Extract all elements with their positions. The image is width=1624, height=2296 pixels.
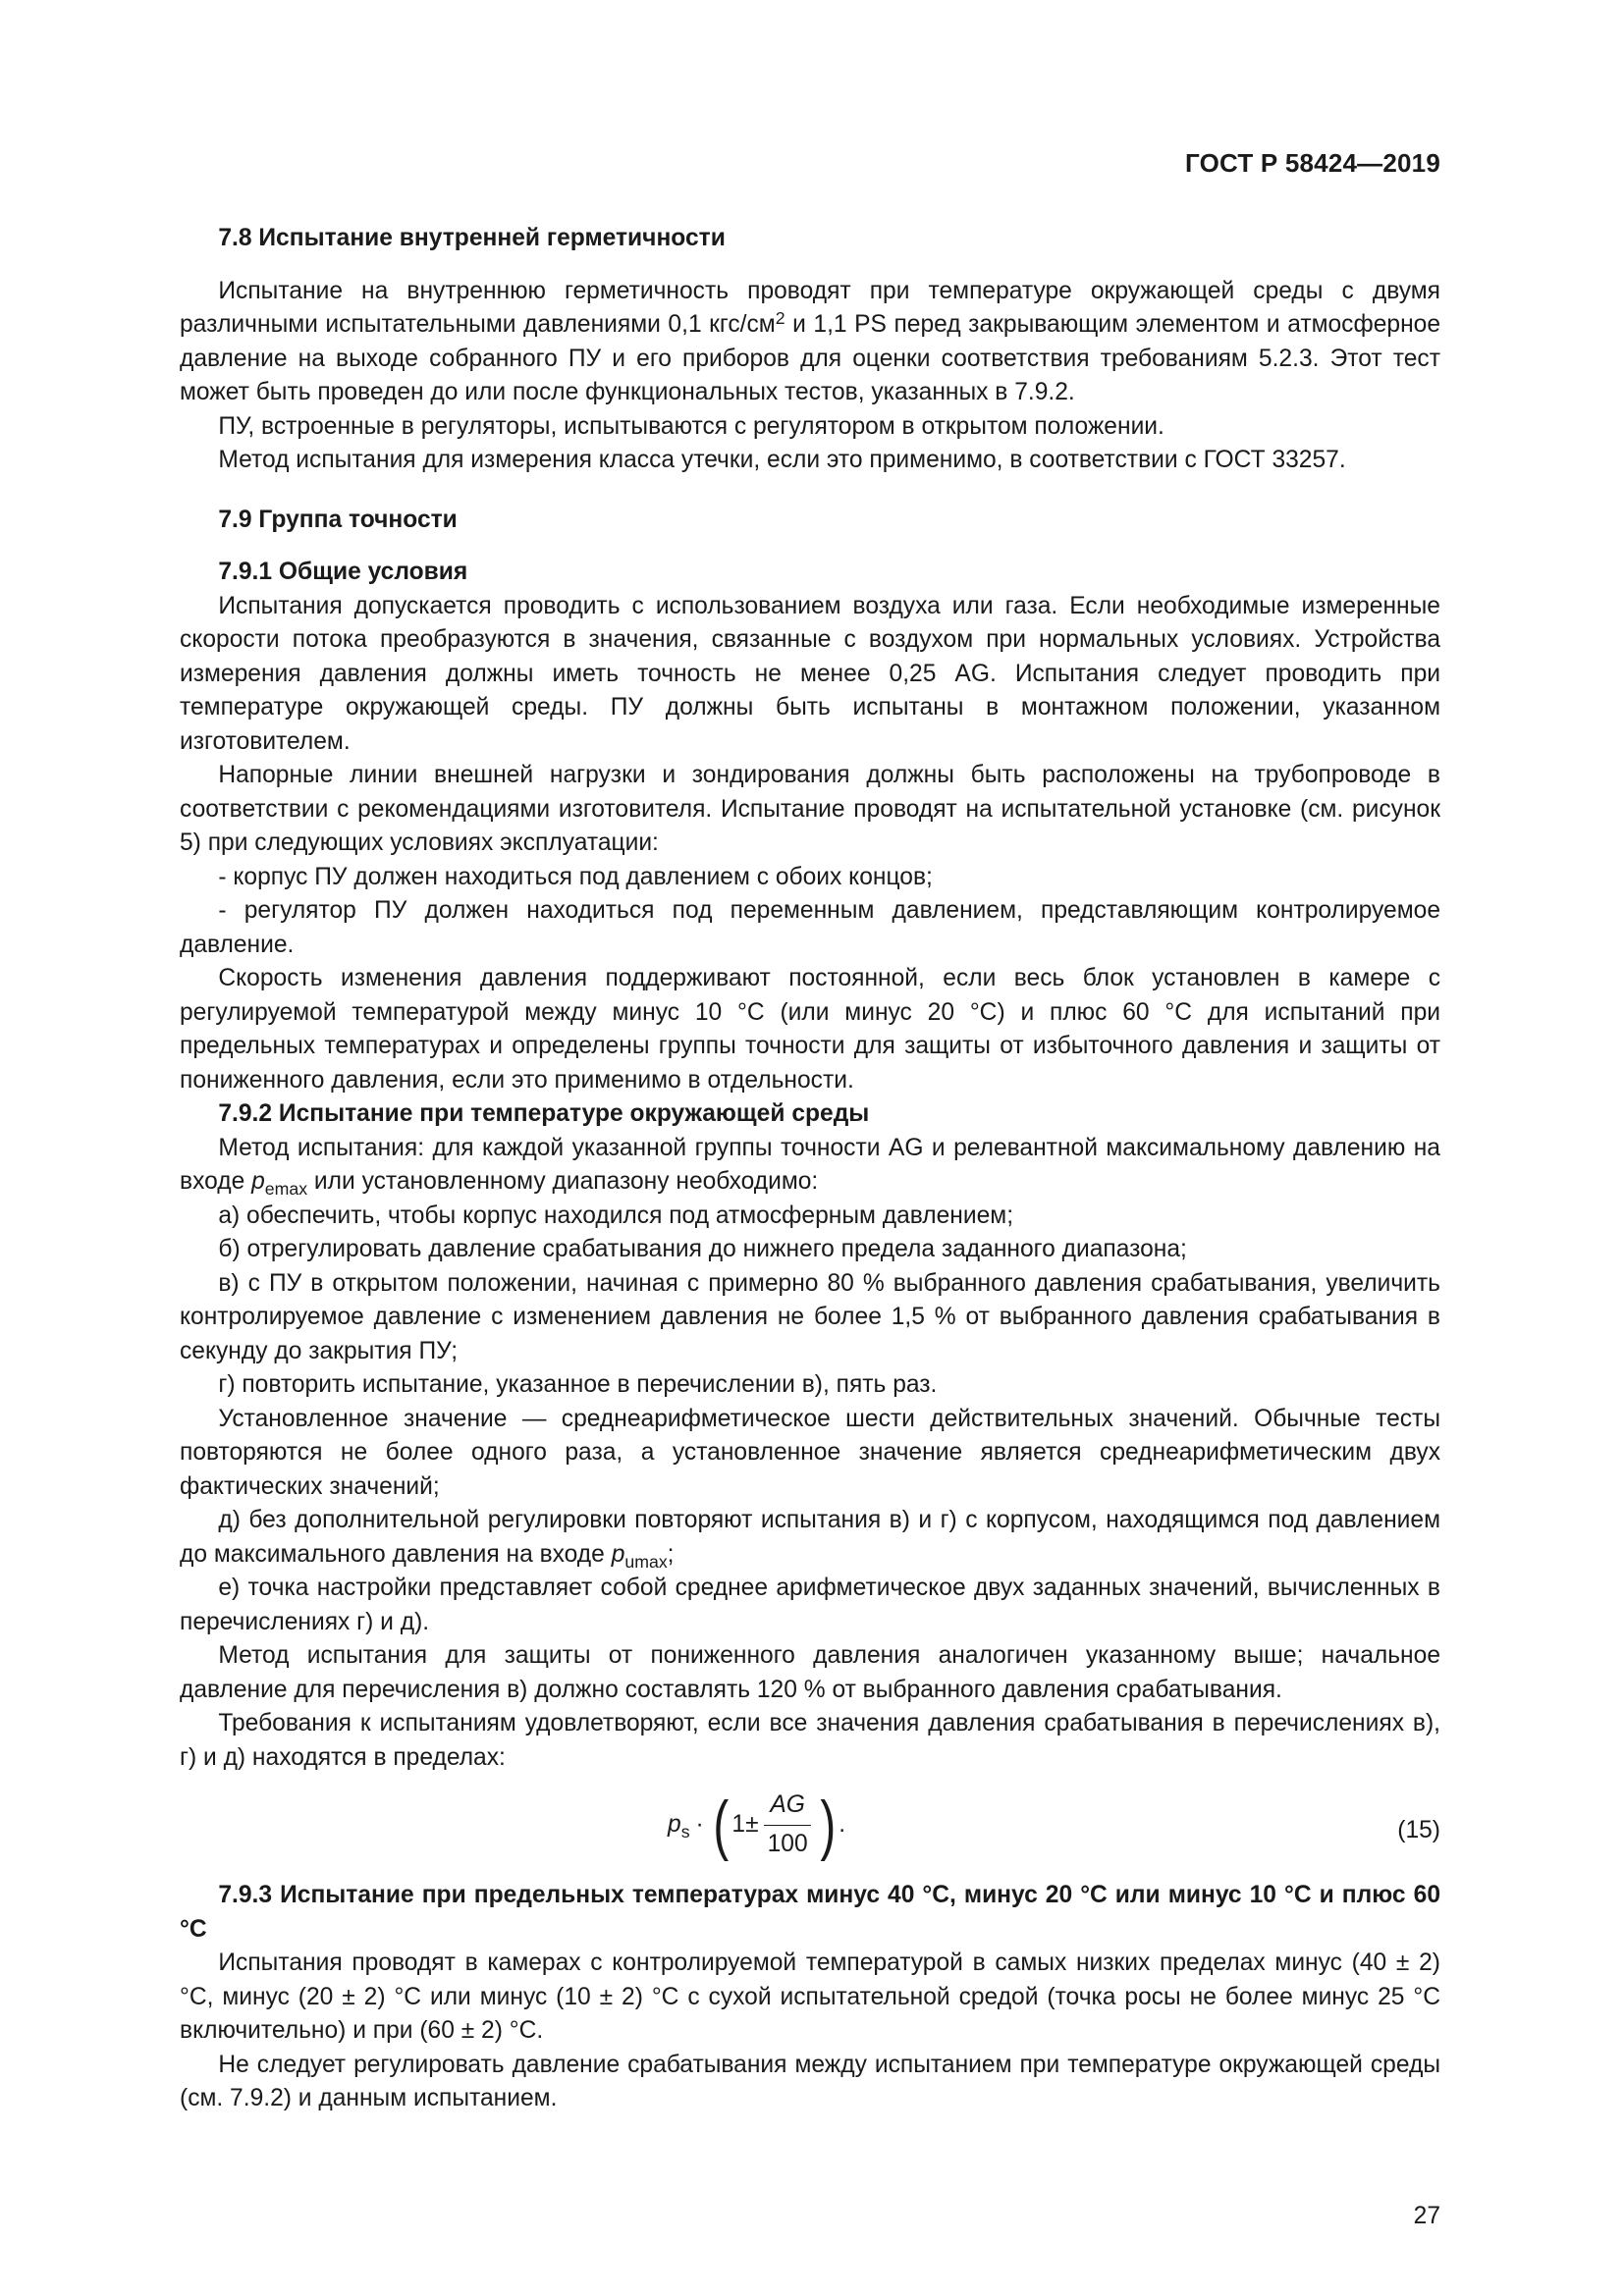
section-7-8-title: 7.8 Испытание внутренней герметичности xyxy=(218,225,726,251)
section-7-9-1-title: 7.9.1 Общие условия xyxy=(218,559,468,585)
section-7-9-2-paragraph-3: Метод испытания для защиты от пониженного давления аналогичен указанному выше; начальное давление для перечисления в) должно составлять 120 % от выбранного давления срабатывания. xyxy=(180,1642,1440,1703)
section-7-9-2-paragraph-1: Метод испытания: для каждой указанной группы точности AG и релевантной максимальному давлению на входе $p_{emax}$ или установленному диапазону необходимо: xyxy=(180,1134,1440,1200)
section-7-9-2-item-c: в) с ПУ в открытом положении, начиная с примерно 80 % выбранного давления срабатывания, увеличить контролируемое давление с изменением давления не более 1,5 % от выбранного давления срабатывания в секунду до закрытия ПУ; xyxy=(180,1269,1440,1364)
section-7-9-2-item-a: а) обеспечить, чтобы корпус находился под атмосферным давлением; xyxy=(218,1201,1014,1229)
section-7-9-1-paragraph-2: Напорные линии внешней нагрузки и зондирования должны быть расположены на трубопроводе в соответствии с рекомендациями изготовителя. Испытание проводят на испытательной установке (см. рисунок 5) при следующих условиях эксплуатации: xyxy=(180,762,1440,856)
section-7-8-paragraph-3: Метод испытания для измерения класса утечки, если это применимо, в соответствии с ГОСТ 33257. xyxy=(218,447,1346,473)
document-body xyxy=(180,222,1440,2116)
formula-numerator: AG xyxy=(764,1789,811,1826)
formula-expression xyxy=(668,1789,845,1861)
formula-denominator: 100 xyxy=(767,1830,808,1857)
section-7-9-1-list-item-2: - регулятор ПУ должен находиться под переменным давлением, представляющим контролируемое давление. xyxy=(180,897,1440,958)
section-7-9-3-title: 7.9.3 Испытание при предельных температурах минус 40 °С, минус 20 °С или минус 10 °С и плюс 60 °С xyxy=(180,1882,1440,1943)
section-7-9-2-title: 7.9.2 Испытание при температуре окружающей среды xyxy=(218,1100,870,1127)
section-7-9-2-paragraph-4: Требования к испытаниям удовлетворяют, если все значения давления срабатывания в перечислениях в), г) и д) находятся в пределах: xyxy=(180,1710,1440,1771)
section-7-9-1-list-item-1: - корпус ПУ должен находиться под давлением с обоих концов; xyxy=(218,863,933,890)
section-7-9-2-item-b: б) отрегулировать давление срабатывания до нижнего предела заданного диапазона; xyxy=(218,1236,1187,1262)
section-7-9-1-paragraph-1: Испытания допускается проводить с использованием воздуха или газа. Если необходимые измеренные скорости потока преобразуются в значения, связанные с воздухом при нормальных условиях. Устройства измерения давления должны иметь точность не менее 0,25 AG. Испытания следует проводить при температуре окружающей среды. ПУ должны быть испытаны в монтажном положении, указанном изготовителем. xyxy=(180,592,1440,755)
formula-close-paren: ) xyxy=(820,1788,836,1862)
section-7-9-2-item-d: г) повторить испытание, указанное в перечислении в), пять раз. xyxy=(218,1371,938,1398)
section-7-9-2-paragraph-2: Установленное значение — среднеарифметическое шести действительных значений. Обычные тесты повторяются не более одного раза, а установленное значение является среднеарифметическим двух фактических значений; xyxy=(180,1405,1440,1500)
standard-designation: ГОСТ Р 58424—2019 xyxy=(1185,148,1440,178)
formula-open-paren: ( xyxy=(713,1788,730,1862)
section-7-9-1-paragraph-3: Скорость изменения давления поддерживают постоянной, если весь блок установлен в камере с регулируемой температурой между минус 10 °С (или минус 20 °С) и плюс 60 °С для испытаний при предельных температурах и определены группы точности для защиты от избыточного давления и защиты от пониженного давления, если это применимо в отдельности. xyxy=(180,965,1440,1094)
formula-one-plus-minus: 1± xyxy=(731,1810,759,1838)
formula-period: . xyxy=(839,1810,846,1838)
formula-variable: $p_s$ xyxy=(668,1810,690,1842)
section-7-9-3-paragraph-2: Не следует регулировать давление срабатывания между испытанием при температуре окружающей среды (см. 7.9.2) и данным испытанием. xyxy=(180,2051,1440,2111)
section-7-8-paragraph-1: Испытание на внутреннюю герметичность проводят при температуре окружающей среды с двумя различными испытательными давлениями 0,1 кгс/$см^2$ и 1,1 PS перед закрывающим элементом и атмосферное давление на выходе собранного ПУ и его приборов для оценки соответствия требованиям 5.2.3. Этот тест может быть проведен до или после функциональных тестов, указанных в 7.9.2. xyxy=(180,277,1441,405)
formula-15 xyxy=(180,1785,1440,1879)
page-number: 27 xyxy=(1413,2203,1440,2229)
document-page xyxy=(180,0,1440,2296)
formula-number: (15) xyxy=(1397,1817,1440,1843)
section-7-9-2-item-f: е) точка настройки представляет собой среднее арифметическое двух заданных значений, вычисленных в перечислениях г) и д). xyxy=(180,1575,1440,1635)
formula-multiply-dot: · xyxy=(695,1810,704,1838)
section-7-9-title: 7.9 Группа точности xyxy=(218,506,458,533)
formula-fraction xyxy=(762,1789,814,1861)
section-7-8-paragraph-2: ПУ, встроенные в регуляторы, испытываются с регулятором в открытом положении. xyxy=(218,412,1164,440)
section-7-9-2-item-e: д) без дополнительной регулировки повторяют испытания в) и г) с корпусом, находящимся под давлением до максимального давления на входе $p_{umax}$; xyxy=(180,1507,1440,1572)
section-7-9-3-paragraph-1: Испытания проводят в камерах с контролируемой температурой в самых низких пределах минус (40 ± 2) °С, минус (20 ± 2) °С или минус (10 ± 2) °С с сухой испытательной средой (точка росы не более минус 25 °С включительно) и при (60 ± 2) °С. xyxy=(180,1949,1440,2044)
